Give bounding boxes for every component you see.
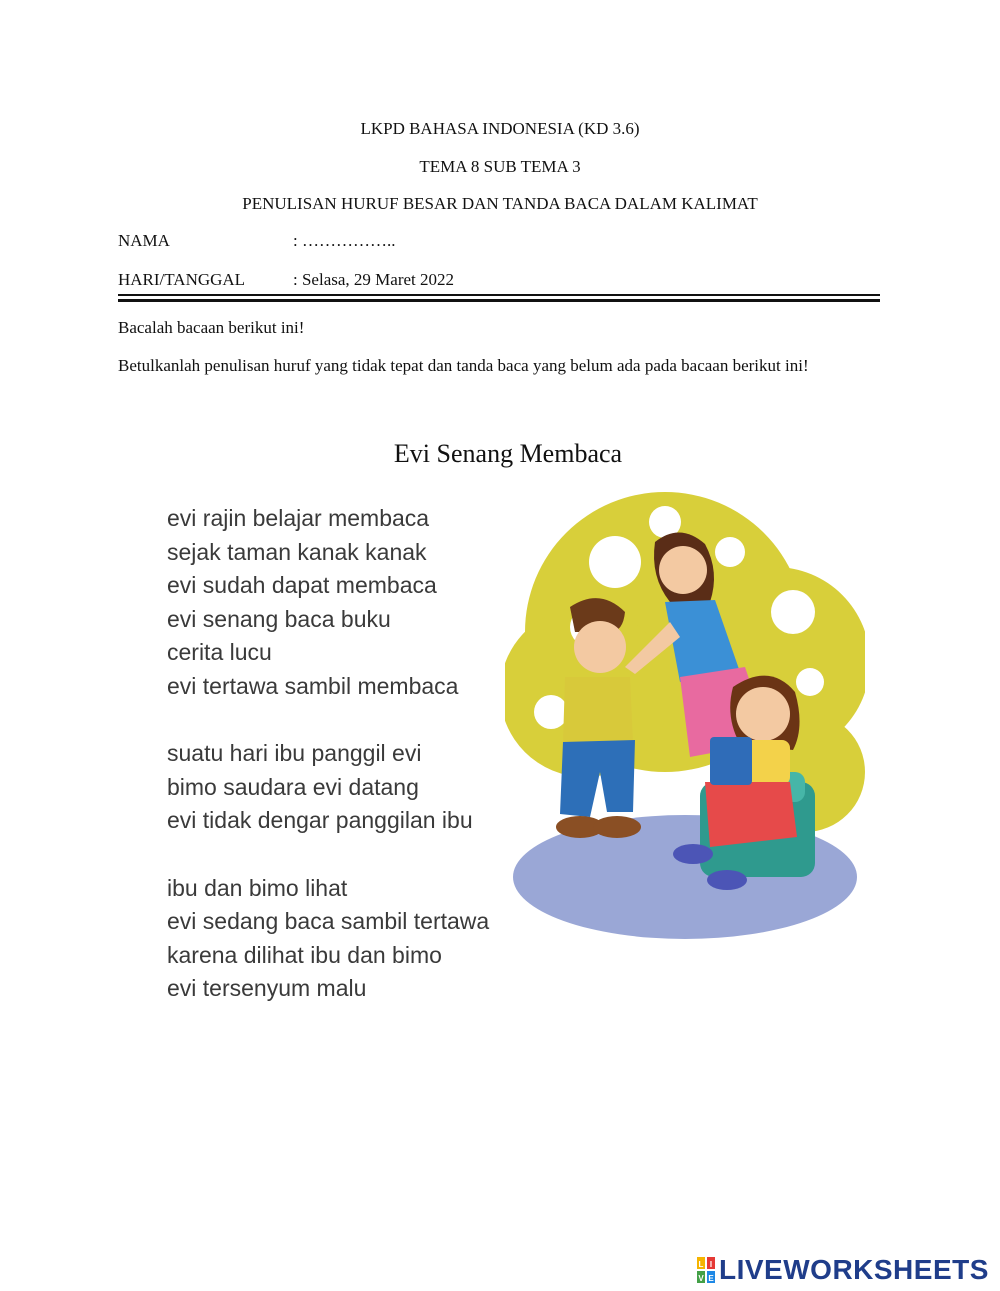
brand-wordmark: LIVEWORKSHEETS [719, 1254, 989, 1285]
worksheet-title: LKPD BAHASA INDONESIA (KD 3.6) [360, 119, 640, 138]
instruction-read: Bacalah bacaan berikut ini! [118, 318, 305, 337]
poem-line: evi tidak dengar panggilan ibu [167, 807, 473, 833]
poem [167, 502, 489, 1006]
poem-line: cerita lucu [167, 639, 272, 665]
poem-line: ibu dan bimo lihat [167, 874, 348, 901]
poem-line: suatu hari ibu panggil evi [167, 740, 422, 766]
poem-line: evi sudah dapat membaca [167, 572, 437, 598]
liveworksheets-logo-icon [697, 1257, 715, 1283]
logo-letter: I [709, 1260, 713, 1269]
poem-line: evi tertawa sambil membaca [167, 672, 459, 699]
instruction-correct: Betulkanlah penulisan huruf yang tidak tepat dan tanda baca yang belum ada pada bacaan berikut ini! [118, 356, 809, 375]
stanza-gap [167, 838, 489, 872]
poem-line: sejak taman kanak kanak [167, 538, 427, 565]
poem-line: karena dilihat ibu dan bimo [167, 941, 442, 968]
name-value[interactable]: : …………….. [293, 231, 396, 250]
logo-letter: L [698, 1260, 704, 1269]
topic-subtitle: PENULISAN HURUF BESAR DAN TANDA BACA DALAM KALIMAT [242, 194, 758, 213]
poem-line: bimo saudara evi datang [167, 773, 419, 800]
name-label: NAMA [118, 231, 170, 250]
divider-thin [118, 294, 880, 296]
poem-line: evi rajin belajar membaca [167, 505, 430, 531]
story-title: Evi Senang Membaca [393, 439, 623, 468]
date-value: : Selasa, 29 Maret 2022 [293, 270, 454, 289]
poem-line: evi tersenyum malu [167, 975, 367, 1001]
stanza-gap [167, 703, 489, 737]
date-label: HARI/TANGGAL [118, 270, 246, 289]
divider-thick [118, 299, 880, 302]
poem-line: evi senang baca buku [167, 605, 391, 632]
logo-letter: V [698, 1274, 704, 1283]
poem-line: evi sedang baca sambil tertawa [167, 908, 490, 934]
theme-subtitle: TEMA 8 SUB TEMA 3 [419, 157, 581, 176]
liveworksheets-brand [697, 1255, 989, 1285]
reading-family-illustration [505, 482, 865, 947]
logo-letter: E [708, 1274, 714, 1283]
